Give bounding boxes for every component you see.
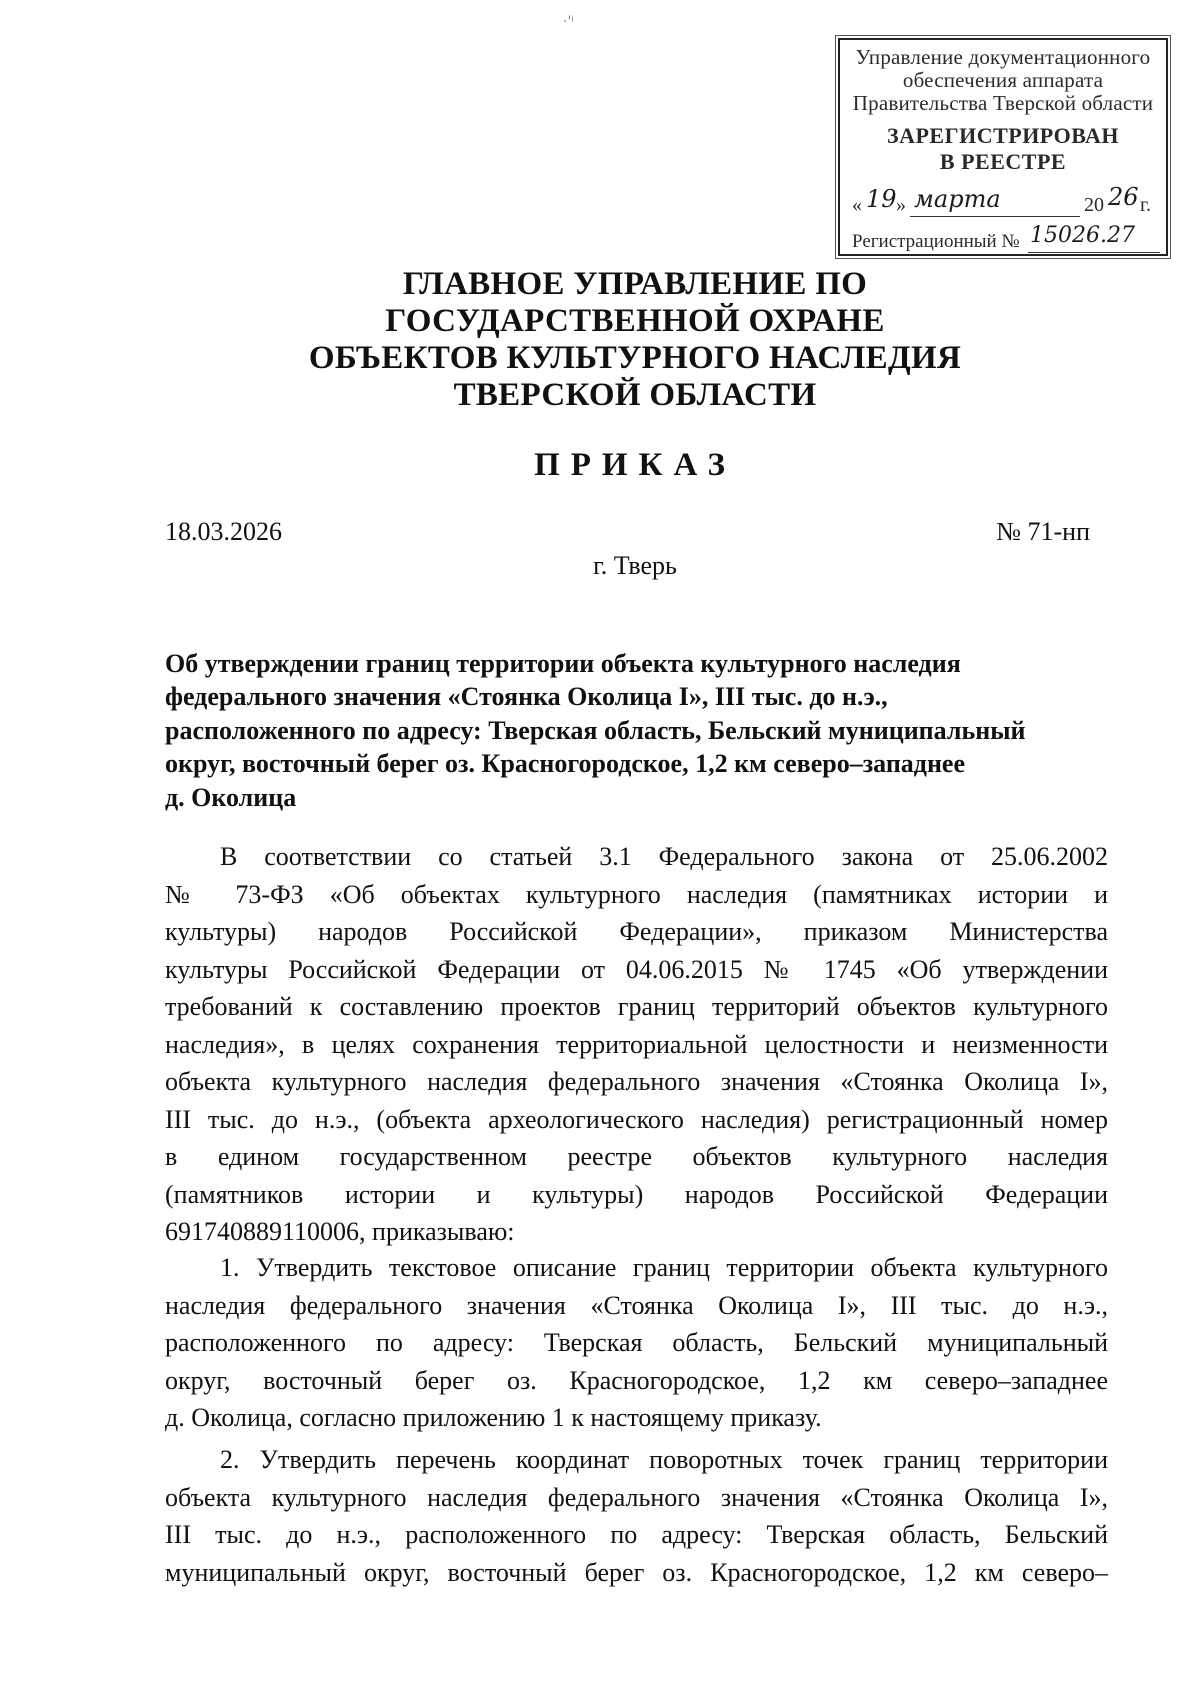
stamp-year-end: г. (1140, 194, 1151, 216)
text-line: 2. Утвердить перечень координат поворотных точек границ территории (220, 1445, 1108, 1474)
text-line: III тыс. до н.э., (объекта археологического наследия) регистрационный номер (165, 1104, 1108, 1134)
authority-line: ТВЕРСКОЙ ОБЛАСТИ (453, 377, 817, 413)
text-line: наследия», в целях сохранения территориальной целостности и неизменности (165, 1029, 1108, 1059)
stamp-month: марта (914, 185, 1001, 213)
text-line: (памятников истории и культуры) народов Российской Федерации (165, 1179, 1108, 1209)
stamp-status (840, 123, 1166, 175)
stamp-year-prefix: 20 (1084, 194, 1104, 216)
authority-line: ОБЪЕКТОВ КУЛЬТУРНОГО НАСЛЕДИЯ (308, 340, 962, 376)
stamp-regnum-label: Регистрационный № (852, 231, 1020, 252)
stamp-organization (840, 46, 1166, 115)
text-line: д. Околица, согласно приложению 1 к настоящему приказу. (165, 1403, 822, 1432)
text-line: № 73-ФЗ «Об объектах культурного наследия (памятниках истории и (165, 879, 1108, 909)
authority-line: ГЛАВНОЕ УПРАВЛЕНИЕ ПО (402, 266, 868, 302)
stamp-status-line: ЗАРЕГИСТРИРОВАН (886, 123, 1120, 148)
text-line: объекта культурного наследия федерального значения «Стоянка Околица I», (165, 1067, 1108, 1096)
text-line: округ, восточный берег оз. Красногородское, 1,2 км северо–западнее (165, 1365, 1108, 1395)
stamp-day: 19 (866, 185, 897, 213)
stamp-month-underline (910, 216, 1080, 217)
text-line: 691740889110006, приказываю: (165, 1217, 515, 1246)
document-type: ПРИКАЗ (534, 447, 736, 483)
authority-name (170, 266, 1100, 414)
document-subject (165, 647, 1115, 814)
order-item-2 (165, 1441, 1108, 1591)
stamp-year-suffix: 26 (1108, 183, 1139, 211)
text-line: культуры Российской Федерации от 04.06.2015 № 1745 «Об утверждении (165, 954, 1108, 984)
stamp-org-line: Правительства Тверской области (852, 91, 1154, 115)
stamp-regnum-line (852, 223, 1162, 256)
text-line: III тыс. до н.э., расположенного по адресу: Тверская область, Бельский (165, 1520, 1108, 1549)
stamp-close-quote: » (896, 194, 906, 216)
preamble-paragraph (165, 838, 1108, 1251)
stamp-org-line: Управление документационного (855, 45, 1151, 69)
text-line: 1. Утвердить текстовое описание границ территории объекта культурного (220, 1253, 1108, 1282)
subject-line: округ, восточный берег оз. Красногородское, 1,2 км северо–западнее (165, 749, 966, 779)
stamp-status-line: В РЕЕСТРЕ (939, 149, 1067, 174)
authority-line: ГОСУДАРСТВЕННОЙ ОХРАНЕ (385, 303, 885, 339)
registration-stamp (838, 38, 1168, 256)
text-line: муниципальный округ, восточный берег оз. Красногородское, 1,2 км северо– (165, 1557, 1108, 1587)
text-line: объекта культурного наследия федерального значения «Стоянка Околица I», (165, 1482, 1108, 1512)
document-date: 18.03.2026 (165, 517, 282, 546)
text-line: В соответствии со статьей 3.1 Федерального закона от 25.06.2002 (220, 842, 1108, 871)
scan-mark: ·'ⁱ (563, 14, 574, 30)
subject-line: д. Околица (165, 782, 297, 812)
text-line: наследия федерального значения «Стоянка Околица I», III тыс. до н.э., (165, 1290, 1108, 1320)
subject-line: расположенного по адресу: Тверская область, Бельский муниципальный (165, 715, 1026, 745)
stamp-date-line (852, 183, 1158, 220)
text-line: требований к составлению проектов границ территорий объектов культурного (165, 992, 1108, 1021)
stamp-regnum-underline (1028, 252, 1160, 253)
subject-line: Об утверждении границ территории объекта культурного наследия (165, 649, 961, 678)
document-city: г. Тверь (593, 551, 677, 580)
stamp-org-line: обеспечения аппарата (902, 68, 1104, 92)
stamp-open-quote: « (852, 194, 862, 216)
text-line: культуры) народов Российской Федерации», приказом Министерства (165, 917, 1108, 946)
text-line: расположенного по адресу: Тверская область, Бельский муниципальный (165, 1328, 1108, 1357)
order-item-1 (165, 1249, 1108, 1437)
subject-line: федерального значения «Стоянка Околица I», III тыс. до н.э., (165, 682, 888, 712)
text-line: в едином государственном реестре объектов культурного наследия (165, 1142, 1108, 1171)
document-number: № 71-нп (996, 517, 1090, 546)
stamp-regnum-value: 15026.27 (1030, 223, 1135, 248)
